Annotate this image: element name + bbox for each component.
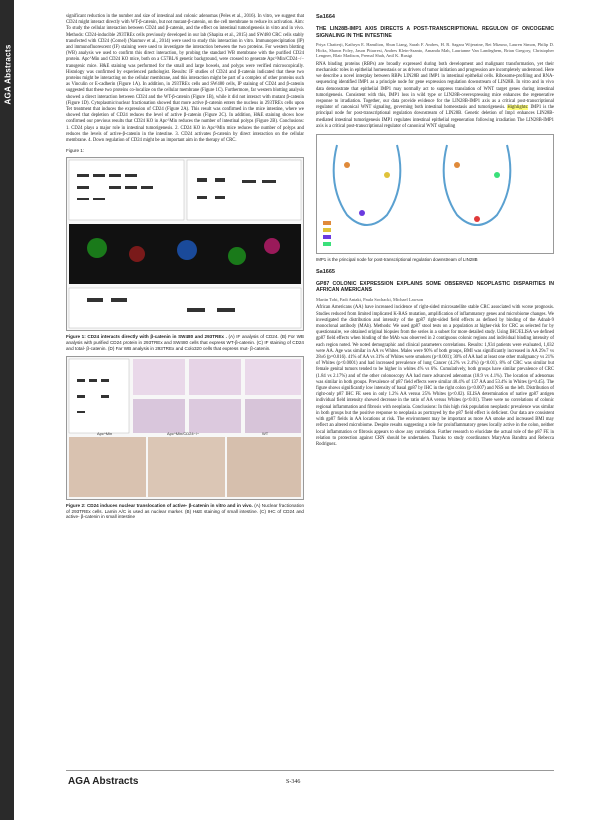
abstract2-authors: Martin Tobi, Fadi Antaki, Paula Sochacki, Michael Lawson: [316, 296, 424, 302]
abstract1-body: [316, 62, 554, 130]
left-intro-text: significant reduction in the number and size of intestinal and colonic adenomas (Peles et al., 2016). In vitro, we suggest that CD24 might interact directly with WT-β-catenin, but not mutant-β-catenin, on the cell membrane to reduce its activation. Aim: To study the cellular interaction between CD24 and β-catenin, and the effect on intestinal tumorigenesis in vitro and in vivo. Methods: CD24-inducible 293TREx cells previously developed in our lab (Shapira et al., 2015) and SW480 CRC cells stably transfected with CD24 (Cornel) (Naumov et al., 2014) were used to study this interaction in vitro. Immunoprecipitation (IP) and immunofluorescent (IF) staining were used to investigate the interaction between the two proteins. For western blotting (WB) analysis we used to confirm this direct interaction, by probing the standard WB membrane with the purified CD24 protein. Apc^Min and CD24 KO mice, both on a C57BL/6 genetic background, were crossed to generate Apc^Min/CD24−/− transgenic mice. H&E staining was performed for the small and large bowels, and polyps were verified microscopically. Histology was confirmed by experienced pathologist. Results: IF studies of CD24 and β-catenin indicated that these two proteins might be interacting on the cellular membrane, and this interaction might be part of a complex of other proteins such as Vinculin or E-cadherin (Figure 1A). In addition, in 293TREx cells and SW480 cells, IP staining of CD24 and β-catenin suggested that these two proteins co-localize on the cellular membrane (Figure 1C). Furthermore, far western blotting analysis showed a direct interaction between CD24 and the WT-β-catenin (Figure 1B), while it did not interact with mutant β-catenin (Figure 1D). Cytoplasmic/nuclear fractionation showed that more active β-catenin enters the nucleus in 293TREx cells upon Tet treatment that induces the expression of CD24 (Figure 2A). This result was confirmed in the mice intestine, where we showed that depletion of CD24 reduces the level of active β-catenin (Figure 2C). In addition, H&E staining shows how confirmed our previous results that CD24 KO in Apc^Min reduces the number of intestinal polyps (Figure 2B). Conclusions: 1. CD24 plays a major role in intestinal tumorigenesis. 2. CD24 KO in Apc^Min mice reduces the number of polyps and reduces the levels of active-β-catenin in the intestine. 3. CD24 activates β-catenin by direct interaction on the cellular membrane. 4. Down regulation of CD24 might be an important aim in the therapy of CRC.: [66, 14, 304, 144]
abstract1-body-text: RNA binding proteins (RBPs) are broadly expressed during both development and malignant transformation, yet their mechanistic roles in epithelial homeostasis or as drivers of tumor initiation and progression are incompletely understood. Here we describe a novel interplay between RBPs LIN28B and IMP1 in intestinal epithelial cells. Ribosome-profiling and RNA-sequencing identified IMP1 as a principle node for gene expression regulation downstream of LIN28B. In vitro and in vivo data demonstrate that epithelial IMP1 may normally act to suppress translation of WNT target genes during intestinal tumorigenesis. Consistent with this, IMP1 loss in wild type or LIN28B-overexpressing mice enhances the regenerative response to irradiation. Together, our data provide evidence for the LIN28B-IMP1 axis as a critical post-transcriptional regulator of canonical WNT signaling, governing both intestinal homeostasis and tumorigenesis.: [316, 61, 554, 111]
fig2-label-apcmin: Apc^Min: [97, 430, 113, 436]
journal-sidebar: [0, 0, 14, 820]
figure2-caption: [66, 503, 304, 520]
figure2-graphic: [67, 357, 303, 499]
abstract1-figure-caption: IMP1 is the principal node for post-transcriptional regulation downstream of LIN28B: [316, 257, 478, 263]
footer-rule: [66, 770, 554, 771]
fig2-label-wt: WT: [262, 430, 269, 436]
figure2-panels: [66, 356, 304, 500]
figure1-caption: [66, 334, 304, 351]
abstract1-highlight-text: IMP1 is the principal node for post-transcriptional regulation downstream of LIN28B. Genetic deletion of Imp1 enhances LIN28B-mediated intestinal tumorigenesis IMP1 regulates intestinal epithelial regeneration following irradiation The LIN28B-IMP1 axis is a critical post-transcriptional regulator of canonical WNT signaling: [316, 105, 555, 129]
abstract2-body: African Americans (AA) have increased incidence of right-sided microsatellite stable CRC associated with worse prognosis. Studies reduced from limited implicated K-RAS mutation, amplification of inflammatory genes and microbiome changes. We investigated the distribution and intensity of the gp87 right-sided field effects as defined by binding of the Adnab-9 monoclonal antibody (MAb). Methods: We used gp87 stool tests on a population at higher-risk for CRC as selected for by questionnaire, we obtained original biopsies from the series in a subset for more detailed study. Using IHC/ELISA we defined gp87 field effects when binding of the MAb was observed in 2 contiguous colonic regions and individual binding intensity of each region noted. We noted demographic and clinical parameters correlations. Results: 1,934 patients were evaluated, 1,032 were AA. Age was similar in AA vs Whites. Males were 90% of both groups, BMI was significantly increased in AA 29±7 vs 28±6 (p=0.016). 41% of AA vs 31% of Whites were smokers (p<0.001); 30% of AA had at least one other malignancy vs 21% of Whites (p<0.0001) and had increased prevalence of lung Cancer (4.2% vs 2.4%) (p<0.01). 8% of CRC was similar but female genital tumors tended to be higher in whites 4% vs 6%. Cumulatively, both groups have similar prevalence of CRC (1.84 vs 2.17%) and of the other colonoscopy AA had more advanced adenomas (18.9 vs 4.1%). The location of adenomas was similar in both groups. Prevalence of p87 field effects were similar 48.4% of 137 AA and 53.4% in Whites (p=0.45). The figure shows significantly low intensity of basal gp87 by IHC in the right colon (p<0.007) and NSS on the left. Distribution of right-only p87 IHC FE seen in only 1.2% AA versus 25% Whites (p<0.02). ELISA determination of native gp87 antigen individual field intensity showed decrease in the ratio of AA versus Whites (p<0.01). There were no correlations of colonic regional inflammation and fibrosis with neoplasia. Conclusions: In this high risk population neoplastic prevalence was similar in both groups but the positive response to neoplasia as portrayed by the p87 field effect is deficient. Our data are consistent with gp87 fields in AA locations at risk. The environment may be important as more AA smoke and increased BMI may reflect an altered microbiome. Despite results suggesting a role for proinflammatory genes locally active in the colon, neither local inflammation or fibrosis appears to show any correlation. Further research to elucidate the actual role of the p87 FE in relation to protection against CRN should be undertaken. Thanks to study coordinators MaryAnn Bandtra and Rebecca Rodriguez.: [316, 305, 554, 447]
figure2-caption-title: Figure 2: CD24 induces nuclear translocation of active- β-catenin in vitro and in vivo.: [66, 502, 253, 508]
abstract1-figure-graphic: [317, 135, 553, 253]
footer-page-number: S-346: [286, 779, 301, 785]
figure1-caption-text: (A) IF analysis of CD24. (B) For WB analysis with purified CD24 protein in 293TREx and SW480 cells that express WT-β-catenin. (C) IF staining of CD24 and total- β-catenin. (D) Far WB analysis in 293TREx and Colo320 cells that express mut- β-catenin.: [66, 334, 304, 352]
figure1-panels: [66, 157, 304, 331]
abstract2-title: GP87 COLONIC EXPRESSION EXPLAINS SOME OBSERVED NEOPLASTIC DISPARITIES IN AFRICAN AMERICANS: [316, 281, 554, 294]
footer-journal: AGA Abstracts: [68, 776, 139, 787]
abstract2-id: Sa1665: [316, 268, 335, 275]
figure1-graphic: [67, 158, 303, 330]
abstract1-id: Sa1664: [316, 14, 335, 20]
figure1-caption-title: Figure 1: CD24 interacts directly with β-catenin in SW480 and 293TREx .: [66, 334, 227, 340]
left-column: [66, 14, 304, 523]
abstract1-title: THE LIN28B-IMP1 AXIS DIRECTS A POST-TRANSCRIPTIONAL REGULON OF ONCOGENIC SIGNALING IN THE INTESTINE: [316, 26, 554, 39]
figure1-label: Figure 1:: [66, 148, 85, 154]
abstract1-figure: [316, 134, 554, 254]
abstract1-authors: Priya Chatterji, Kathryn E. Hamilton, Shun Liang, Sarah F. Andres, H. R. Sagara Wijeratne, Rei Mizuno, Lauren Simon, Philip D. Hicks, Shawn Foley, Jason Pitarresi, Andres Klein-Szanto, Amanda Mah, Laurianne Van Landeghem, Brian Gregory, Christopher Lengner, Blair Madison, Premal Shah, Anil K. Rustgi: [316, 42, 554, 59]
abstract1-highlight-label: Highlights:: [507, 105, 529, 111]
fig2-label-apcmin-cd24: Apc^Min/CD24−/−: [167, 430, 200, 436]
sidebar-label: AGA Abstracts: [3, 44, 13, 105]
figure2-caption-text: (A) Nuclear fractionation of 293TREx cells. Lamin A/C is used as nuclear marker. (B) H&E staining of small intestine. (C) IHC of CD24 and active- β-catenin in small intestine: [66, 502, 305, 520]
right-column: [316, 14, 554, 450]
